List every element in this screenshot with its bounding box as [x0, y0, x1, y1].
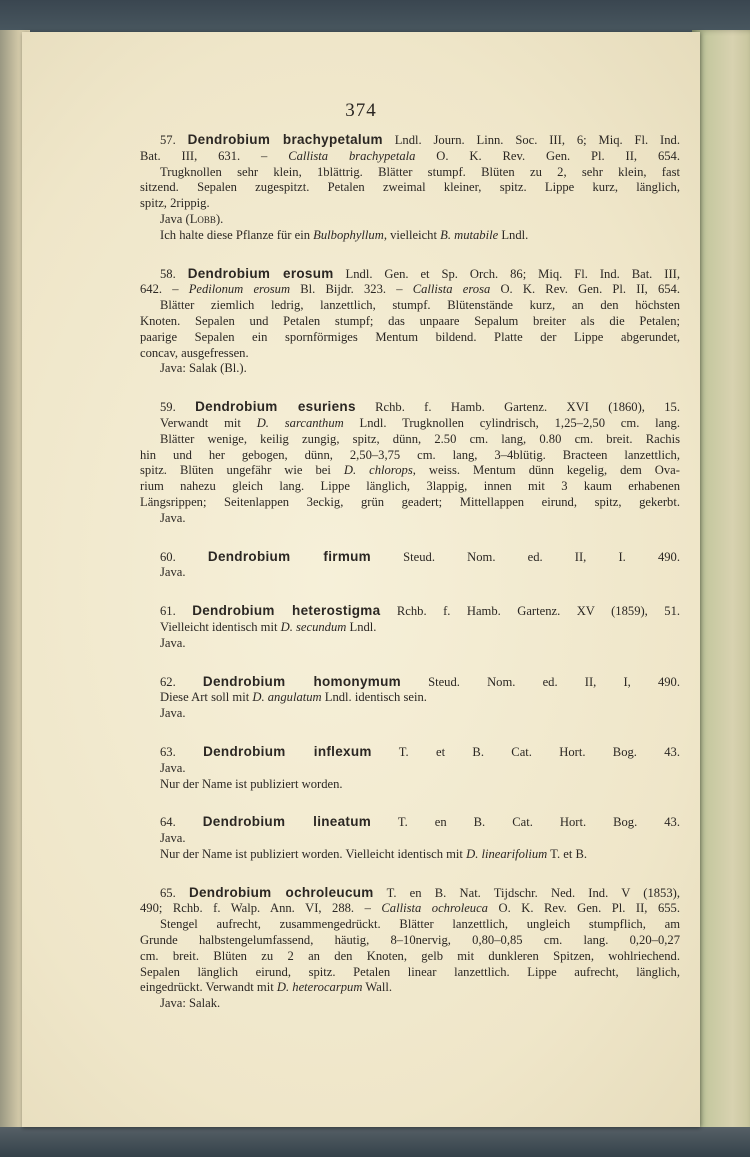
entry-line	[140, 149, 680, 165]
line-text: Lndl. identisch sein.	[321, 690, 427, 705]
line-text: Java.	[160, 760, 186, 775]
entry-line	[140, 620, 680, 636]
entry-line	[140, 949, 680, 965]
line-text: sitzend. Sepalen zugespitzt. Petalen zweimal kleiner, spitz. Lippe kurz, länglich,	[140, 180, 680, 195]
book-cover-bottom	[0, 1127, 750, 1157]
line-text: O. K. Rev. Gen. Pl. II, 654.	[415, 148, 680, 163]
entry-number: 57.	[160, 133, 188, 147]
entry-number: 63.	[160, 744, 204, 759]
entry-line	[140, 965, 680, 981]
line-text: Steud. Nom. ed. II, I, 490.	[400, 674, 681, 689]
line-text: T. en B. Cat. Hort. Bog. 43.	[371, 815, 680, 830]
entry-line	[140, 917, 680, 933]
line-text: Nur der Name ist publiziert worden. Vielleicht identisch mit	[160, 846, 467, 861]
page-text	[140, 132, 680, 1034]
entry-line	[140, 831, 680, 847]
entry-line	[140, 282, 680, 298]
entry-line	[140, 761, 680, 777]
entry-line	[140, 980, 680, 996]
entry-line	[140, 565, 680, 581]
entry-line	[140, 432, 680, 448]
species-entry	[140, 603, 680, 651]
entry-line	[140, 228, 680, 244]
line-text: Java.	[160, 831, 186, 846]
line-text: Bat. III, 631. –	[140, 148, 289, 163]
line-text: Java: Salak (Bl.).	[160, 361, 247, 376]
line-text: Java.	[160, 635, 186, 650]
line-text: Java.	[160, 510, 186, 525]
entry-line	[140, 212, 680, 228]
entry-heading	[140, 399, 680, 416]
line-text: Steud. Nom. ed. II, I. 490.	[371, 549, 681, 564]
entry-heading	[140, 744, 680, 761]
line-text: Java: Salak.	[160, 996, 221, 1011]
line-text: Diese Art soll mit	[160, 690, 253, 705]
taxon-italic: D. secundum	[280, 619, 347, 634]
taxon-italic: Pedilonum erosum	[188, 282, 291, 297]
book-page	[22, 32, 700, 1127]
entry-line	[140, 180, 680, 196]
line-text: T. et B. Cat. Hort. Bog. 43.	[371, 744, 681, 759]
entry-line	[140, 996, 680, 1012]
line-text: spitz, 2rippig.	[140, 196, 210, 211]
taxon-italic: D. chlorops	[343, 463, 413, 478]
line-text: concav, ausgefressen.	[140, 345, 249, 360]
entry-line	[140, 511, 680, 527]
taxon-italic: D. heterocarpum	[276, 980, 363, 995]
line-text: Bl. Bijdr. 323. –	[290, 282, 413, 297]
entry-line	[140, 346, 680, 362]
entry-number: 64.	[160, 815, 203, 830]
entry-line	[140, 706, 680, 722]
species-entry	[140, 266, 680, 378]
entry-number: 65.	[160, 885, 189, 900]
line-text: O. K. Rev. Gen. Pl. II, 654.	[490, 282, 680, 297]
entry-number: 59.	[160, 400, 196, 415]
line-text: paarige Sepalen ein spornförmiges Mentum bildend. Platte der Lippe abgerundet,	[140, 329, 680, 344]
line-text: Lndl. Journ. Linn. Soc. III, 6; Miq. Fl. Ind.	[382, 133, 680, 147]
entry-number: 62.	[160, 674, 203, 689]
entry-heading	[140, 132, 680, 149]
entry-heading	[140, 814, 680, 831]
line-text: Lndl. Gen. et Sp. Orch. 86; Miq. Fl. Ind. Bat. III,	[333, 266, 681, 281]
line-text: hin und her gebogen, dünn, 2,50–3,75 cm. lang, 3–4blütig. Bracteen lanzettlich,	[140, 447, 680, 462]
entry-line	[140, 901, 680, 917]
entry-heading	[140, 674, 680, 691]
line-text: 642. –	[140, 282, 189, 297]
entry-heading	[140, 603, 680, 620]
entry-heading	[140, 549, 680, 566]
line-text: Lndl.	[346, 619, 377, 634]
entry-number: 60.	[160, 549, 208, 564]
line-text: cm. breit. Blüten zu 2 an den Knoten, gelb mit dunkleren Spitzen, wohlriechend.	[140, 948, 680, 963]
line-text: T. en B. Nat. Tijdschr. Ned. Ind. V (1853),	[373, 885, 680, 900]
line-text: eingedrückt. Verwandt mit	[140, 980, 277, 995]
line-text: Blätter wenige, keilig zungig, spitz, dünn, 2.50 cm. lang, 0.80 cm. breit. Rachis	[160, 431, 680, 446]
entry-line	[140, 196, 680, 212]
taxon-italic: Callista erosa	[412, 282, 491, 297]
species-name: Dendrobium erosum	[187, 265, 334, 281]
entry-heading	[140, 885, 680, 902]
entry-line	[140, 636, 680, 652]
taxon-italic: Bulbophyllum	[313, 227, 384, 242]
entry-line	[140, 165, 680, 181]
taxon-italic: D. sarcanthum	[256, 415, 344, 430]
line-text: Längsrippen; Seitenlappen 3eckig, grün geadert; Mittellappen eirund, spitz, gekerbt.	[140, 494, 680, 509]
entry-line	[140, 690, 680, 706]
species-name: Dendrobium brachypetalum	[187, 132, 383, 147]
line-text: , vielleicht	[383, 227, 441, 242]
taxon-italic: Callista ochroleuca	[381, 901, 488, 916]
line-text: Grunde halbstengelumfassend, häutig, 8–10nervig, 0,80–0,85 cm. lang. 0,20–0,27	[140, 933, 680, 948]
line-text: Java (Lobb).	[160, 211, 224, 226]
species-entry	[140, 132, 680, 244]
entry-line	[140, 361, 680, 377]
line-text: Wall.	[362, 980, 392, 995]
species-name: Dendrobium homonymum	[202, 673, 401, 689]
entry-line	[140, 933, 680, 949]
line-text: Java.	[160, 565, 186, 580]
entry-number: 61.	[160, 604, 193, 619]
entry-number: 58.	[160, 266, 188, 281]
line-text: Rchb. f. Hamb. Gartenz. XV (1859), 51.	[380, 604, 681, 619]
line-text: Knoten. Sepalen und Petalen stumpf; das unpaare Sepalum breiter als die Petalen;	[140, 313, 680, 328]
species-entry	[140, 885, 680, 1012]
entry-line	[140, 330, 680, 346]
entry-line	[140, 777, 680, 793]
line-text: 490; Rchb. f. Walp. Ann. VI, 288. –	[140, 901, 382, 916]
entry-line	[140, 416, 680, 432]
line-text: Blätter ziemlich ledrig, lanzettlich, stumpf. Blütenstände kurz, an den höchsten	[160, 298, 680, 313]
page-number: 374	[345, 100, 377, 121]
entry-line	[140, 463, 680, 479]
line-text: Rchb. f. Hamb. Gartenz. XVI (1860), 15.	[355, 400, 681, 415]
species-name: Dendrobium firmum	[207, 548, 371, 564]
species-name: Dendrobium lineatum	[202, 814, 372, 830]
entry-line	[140, 847, 680, 863]
line-text: Java.	[160, 706, 186, 721]
entry-line	[140, 448, 680, 464]
species-entry	[140, 814, 680, 862]
species-entry	[140, 549, 680, 582]
taxon-italic: B. mutabile	[440, 227, 499, 242]
line-text: Lndl. Trugknollen cylindrisch, 1,25–2,50 cm. lang.	[343, 415, 680, 430]
species-name: Dendrobium ochroleucum	[188, 884, 374, 900]
species-entry	[140, 674, 680, 722]
line-text: Ich halte diese Pflanze für ein	[160, 227, 314, 242]
line-text: Lndl.	[498, 227, 529, 242]
line-text: O. K. Rev. Gen. Pl. II, 655.	[487, 901, 680, 916]
page-edges	[692, 30, 750, 1140]
entry-line	[140, 298, 680, 314]
line-text: Verwandt mit	[160, 415, 257, 430]
species-name: Dendrobium esuriens	[195, 399, 356, 415]
species-entry	[140, 744, 680, 792]
entry-heading	[140, 266, 680, 283]
entry-line	[140, 479, 680, 495]
line-text: Vielleicht identisch mit	[160, 619, 281, 634]
entry-line	[140, 314, 680, 330]
entry-line	[140, 495, 680, 511]
species-entry	[140, 399, 680, 526]
taxon-italic: D. angulatum	[252, 690, 322, 705]
line-text: Trugknollen sehr klein, 1blättrig. Blätter stumpf. Blüten zu 2, sehr klein, fast	[160, 164, 680, 179]
taxon-italic: Callista brachypetala	[288, 148, 416, 163]
line-text: spitz. Blüten ungefähr wie bei	[140, 463, 344, 478]
species-name: Dendrobium inflexum	[203, 743, 372, 759]
taxon-italic: D. linearifolium	[466, 846, 548, 861]
species-name: Dendrobium heterostigma	[192, 603, 381, 619]
line-text: Sepalen länglich eirund, spitz. Petalen linear lanzettlich. Lippe aufrecht, länglich,	[140, 964, 680, 979]
line-text: rium nahezu gleich lang. Lippe länglich, 3lappig, innen mit 3 kaum erhabenen	[140, 479, 680, 494]
line-text: T. et B.	[547, 846, 588, 861]
line-text: Nur der Name ist publiziert worden.	[160, 776, 343, 791]
line-text: , weiss. Mentum dünn kegelig, dem Ova-	[412, 463, 680, 478]
line-text: Stengel aufrecht, zusammengedrückt. Blätter lanzettlich, ungleich stumpflich, am	[160, 917, 680, 932]
